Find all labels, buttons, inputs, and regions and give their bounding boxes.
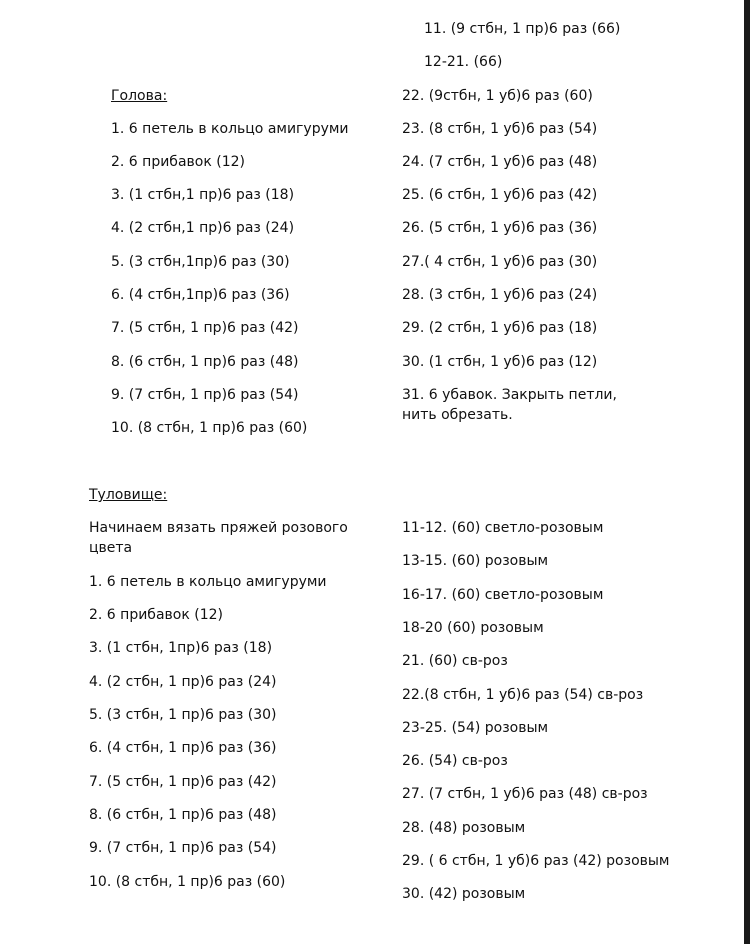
body-right-row-23-25: 23-25. (54) розовым [402,720,549,736]
head-left-row-9: 9. (7 стбн, 1 пр)6 раз (54) [111,387,299,403]
body-left-row-4: 4. (2 стбн, 1 пр)6 раз (24) [89,674,277,690]
head-left-row-3: 3. (1 стбн,1 пр)6 раз (18) [111,187,295,203]
body-right-row-21: 21. (60) св-роз [402,653,508,669]
page-edge-bar [744,0,750,944]
body-right-row-26: 26. (54) св-роз [402,753,508,769]
head-left-row-4: 4. (2 стбн,1 пр)6 раз (24) [111,220,295,236]
head-right-row-31: 31. 6 убавок. Закрыть петли, нить обрезать. [402,387,617,423]
body-left-row-2: 2. 6 прибавок (12) [89,607,223,623]
body-left-row-8: 8. (6 стбн, 1 пр)6 раз (48) [89,807,277,823]
body-left-row-10: 10. (8 стбн, 1 пр)6 раз (60) [89,874,286,890]
body-right-row-11-12: 11-12. (60) светло-розовым [402,520,604,536]
head-right-row-24: 24. (7 стбн, 1 уб)6 раз (48) [402,154,598,170]
body-right-row-22: 22.(8 стбн, 1 уб)6 раз (54) св-роз [402,687,644,703]
body-right-row-16-17: 16-17. (60) светло-розовым [402,587,604,603]
body-right-row-29: 29. ( 6 стбн, 1 уб)6 раз (42) розовым [402,853,670,869]
head-right-row-28: 28. (3 стбн, 1 уб)6 раз (24) [402,287,598,303]
head-right-row-27: 27.( 4 стбн, 1 уб)6 раз (30) [402,254,598,270]
head-right-row-25: 25. (6 стбн, 1 уб)6 раз (42) [402,187,598,203]
head-left-row-1: 1. 6 петель в кольцо амигуруми [111,121,349,137]
head-left-row-2: 2. 6 прибавок (12) [111,154,245,170]
head-right-row-30: 30. (1 стбн, 1 уб)6 раз (12) [402,354,598,370]
head-right-row-29: 29. (2 стбн, 1 уб)6 раз (18) [402,320,598,336]
head-right-row-12-21: 12-21. (66) [424,54,503,70]
head-left-row-8: 8. (6 стбн, 1 пр)6 раз (48) [111,354,299,370]
body-intro: Начинаем вязать пряжей розового цвета [89,520,348,556]
head-right-row-11: 11. (9 стбн, 1 пр)6 раз (66) [424,21,621,37]
body-left-row-3: 3. (1 стбн, 1пр)6 раз (18) [89,640,273,656]
body-left-row-7: 7. (5 стбн, 1 пр)6 раз (42) [89,774,277,790]
body-left-row-9: 9. (7 стбн, 1 пр)6 раз (54) [89,840,277,856]
body-left-row-5: 5. (3 стбн, 1 пр)6 раз (30) [89,707,277,723]
body-right-row-30: 30. (42) розовым [402,886,526,902]
head-right-row-26: 26. (5 стбн, 1 уб)6 раз (36) [402,220,598,236]
body-left-row-1: 1. 6 петель в кольцо амигуруми [89,574,327,590]
head-left-row-7: 7. (5 стбн, 1 пр)6 раз (42) [111,320,299,336]
body-section-title: Туловище: [89,487,168,503]
head-section-title: Голова: [111,88,168,104]
body-right-row-13-15: 13-15. (60) розовым [402,553,549,569]
head-right-row-22: 22. (9стбн, 1 уб)6 раз (60) [402,88,593,104]
head-left-row-6: 6. (4 стбн,1пр)6 раз (36) [111,287,290,303]
body-right-row-28: 28. (48) розовым [402,820,526,836]
head-left-row-5: 5. (3 стбн,1пр)6 раз (30) [111,254,290,270]
head-right-row-23: 23. (8 стбн, 1 уб)6 раз (54) [402,121,598,137]
body-left-row-6: 6. (4 стбн, 1 пр)6 раз (36) [89,740,277,756]
body-right-row-27: 27. (7 стбн, 1 уб)6 раз (48) св-роз [402,786,648,802]
body-right-row-18-20: 18-20 (60) розовым [402,620,544,636]
head-left-row-10: 10. (8 стбн, 1 пр)6 раз (60) [111,420,308,436]
